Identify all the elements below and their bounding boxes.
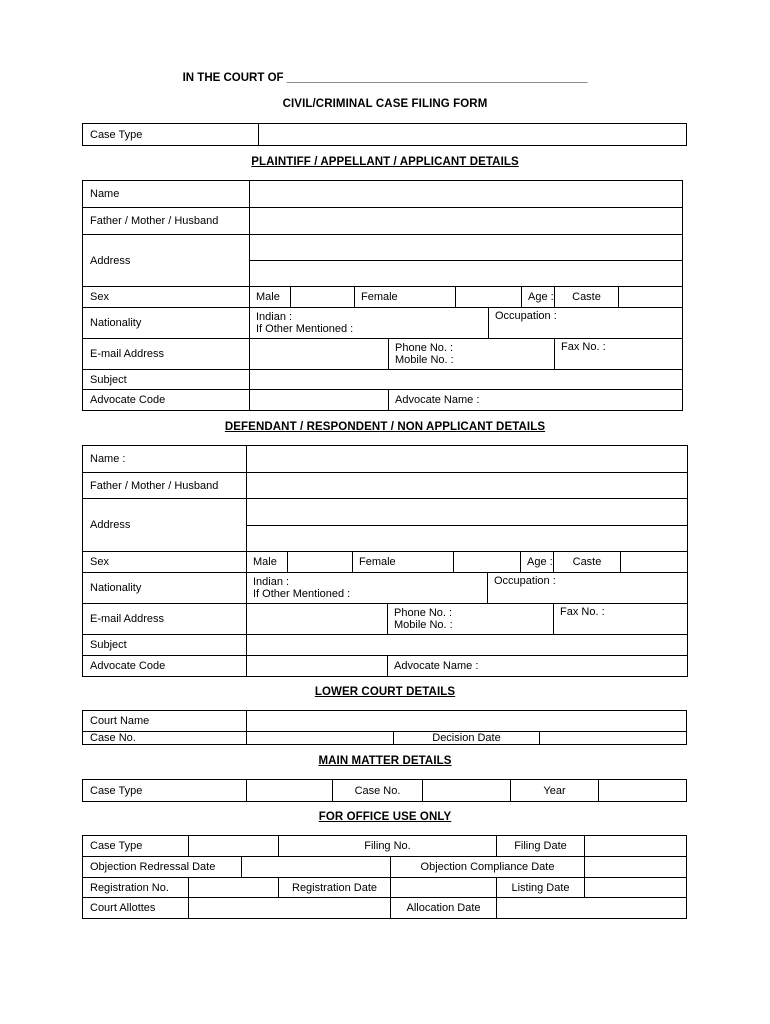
defendant-other-label: If Other Mentioned : bbox=[253, 588, 351, 600]
defendant-phone-field[interactable] bbox=[388, 604, 554, 635]
main-matter-year-field[interactable] bbox=[599, 780, 687, 802]
plaintiff-caste-field[interactable] bbox=[619, 287, 683, 308]
defendant-mobile-label: Mobile No. : bbox=[394, 619, 453, 631]
case-type-field[interactable] bbox=[259, 124, 687, 146]
main-matter-case-no-label: Case No. bbox=[333, 780, 423, 802]
plaintiff-address-label: Address bbox=[83, 235, 250, 287]
office-registration-date-field[interactable] bbox=[391, 878, 497, 898]
lower-court-decision-date-label: Decision Date bbox=[394, 732, 540, 745]
office-case-type-field[interactable] bbox=[189, 836, 279, 857]
plaintiff-indian-label: Indian : bbox=[256, 311, 293, 323]
defendant-caste-field[interactable] bbox=[621, 552, 688, 573]
lower-court-section-title: LOWER COURT DETAILS bbox=[314, 686, 456, 698]
court-name-line bbox=[0, 72, 770, 84]
plaintiff-address-line-1[interactable] bbox=[250, 235, 683, 261]
office-filing-no-field[interactable] bbox=[279, 836, 497, 857]
defendant-name-field[interactable] bbox=[247, 446, 688, 473]
plaintiff-name-field[interactable] bbox=[250, 181, 683, 208]
defendant-relation-field[interactable] bbox=[247, 473, 688, 499]
case-type-table bbox=[82, 123, 687, 146]
defendant-occupation-field[interactable] bbox=[488, 573, 688, 604]
defendant-subject-label: Subject bbox=[83, 635, 247, 656]
defendant-advocate-name-field[interactable] bbox=[388, 656, 688, 677]
defendant-address-line-1[interactable] bbox=[247, 499, 688, 526]
plaintiff-relation-field[interactable] bbox=[250, 208, 683, 235]
plaintiff-age-label[interactable]: Age : bbox=[522, 287, 555, 308]
case-type-label: Case Type bbox=[83, 124, 259, 146]
defendant-female-field[interactable] bbox=[454, 552, 521, 573]
office-registration-no-field[interactable] bbox=[189, 878, 279, 898]
defendant-name-label: Name : bbox=[83, 446, 247, 473]
defendant-indian-label: Indian : bbox=[253, 576, 290, 588]
lower-court-case-no-label: Case No. bbox=[83, 732, 247, 745]
plaintiff-name-label: Name bbox=[83, 181, 250, 208]
plaintiff-phone-label: Phone No. : bbox=[395, 342, 454, 354]
plaintiff-female-field[interactable] bbox=[456, 287, 522, 308]
plaintiff-advocate-code-field[interactable] bbox=[250, 390, 389, 411]
plaintiff-email-field[interactable] bbox=[250, 339, 389, 370]
plaintiff-nationality-label: Nationality bbox=[83, 308, 250, 339]
lower-court-table bbox=[82, 710, 687, 745]
office-allocation-date-label: Allocation Date bbox=[391, 898, 497, 919]
plaintiff-advocate-code-label: Advocate Code bbox=[83, 390, 250, 411]
defendant-advocate-name-label: Advocate Name : bbox=[394, 660, 479, 672]
office-court-allottes-label: Court Allottes bbox=[83, 898, 189, 919]
office-court-allottes-field[interactable] bbox=[189, 898, 391, 919]
lower-court-decision-date-field[interactable] bbox=[540, 732, 687, 745]
plaintiff-mobile-label: Mobile No. : bbox=[395, 354, 454, 366]
plaintiff-male-field[interactable] bbox=[291, 287, 355, 308]
plaintiff-section-title: PLAINTIFF / APPELLANT / APPLICANT DETAILS bbox=[251, 156, 519, 168]
defendant-occupation-label: Occupation : bbox=[494, 575, 556, 587]
main-matter-case-type-field[interactable] bbox=[247, 780, 333, 802]
plaintiff-nationality-field[interactable] bbox=[250, 308, 489, 339]
office-objection-compliance-field[interactable] bbox=[585, 857, 687, 878]
defendant-section-title: DEFENDANT / RESPONDENT / NON APPLICANT DETAILS bbox=[224, 421, 546, 433]
defendant-advocate-code-label: Advocate Code bbox=[83, 656, 247, 677]
office-case-type-label: Case Type bbox=[83, 836, 189, 857]
plaintiff-subject-label: Subject bbox=[83, 370, 250, 390]
office-filing-no-label: Filing No. bbox=[364, 840, 411, 852]
office-listing-date-field[interactable] bbox=[585, 878, 687, 898]
defendant-email-label: E-mail Address bbox=[83, 604, 247, 635]
lower-court-name-field[interactable] bbox=[247, 711, 687, 732]
plaintiff-relation-label: Father / Mother / Husband bbox=[83, 208, 250, 235]
office-section-title: FOR OFFICE USE ONLY bbox=[318, 811, 452, 823]
main-matter-case-no-field[interactable] bbox=[423, 780, 511, 802]
defendant-sex-label: Sex bbox=[83, 552, 247, 573]
plaintiff-advocate-name-label: Advocate Name : bbox=[395, 394, 480, 406]
defendant-fax-label: Fax No. : bbox=[560, 606, 605, 618]
main-matter-section-title: MAIN MATTER DETAILS bbox=[318, 755, 452, 767]
form-title: CIVIL/CRIMINAL CASE FILING FORM bbox=[282, 98, 488, 110]
defendant-phone-label: Phone No. : bbox=[394, 607, 453, 619]
office-registration-no-label: Registration No. bbox=[83, 878, 189, 898]
plaintiff-sex-label: Sex bbox=[83, 287, 250, 308]
defendant-address-label: Address bbox=[83, 499, 247, 552]
defendant-table bbox=[82, 445, 688, 677]
plaintiff-fax-field[interactable] bbox=[555, 339, 683, 370]
office-objection-redressal-label: Objection Redressal Date bbox=[83, 857, 242, 878]
plaintiff-occupation-field[interactable] bbox=[489, 308, 683, 339]
plaintiff-other-label: If Other Mentioned : bbox=[256, 323, 354, 335]
office-filing-date-label: Filing Date bbox=[497, 836, 585, 857]
lower-court-name-label: Court Name bbox=[83, 711, 247, 732]
defendant-address-line-2[interactable] bbox=[247, 526, 688, 552]
defendant-fax-field[interactable] bbox=[554, 604, 688, 635]
court-label: IN THE COURT OF bbox=[182, 72, 284, 84]
office-registration-date-label: Registration Date bbox=[279, 878, 391, 898]
plaintiff-occupation-label: Occupation : bbox=[495, 310, 557, 322]
plaintiff-email-label: E-mail Address bbox=[83, 339, 250, 370]
defendant-caste-label: Caste bbox=[554, 552, 621, 573]
defendant-advocate-code-field[interactable] bbox=[247, 656, 388, 677]
defendant-relation-label: Father / Mother / Husband bbox=[83, 473, 247, 499]
plaintiff-subject-field[interactable] bbox=[250, 370, 683, 390]
office-listing-date-label: Listing Date bbox=[497, 878, 585, 898]
office-objection-compliance-label: Objection Compliance Date bbox=[391, 857, 585, 878]
court-blank[interactable]: _______________________________________________ bbox=[286, 72, 588, 84]
office-filing-date-field[interactable] bbox=[585, 836, 687, 857]
defendant-age-label[interactable]: Age : bbox=[521, 552, 554, 573]
main-matter-table bbox=[82, 779, 687, 802]
defendant-subject-field[interactable] bbox=[247, 635, 688, 656]
office-objection-redressal-field[interactable] bbox=[242, 857, 391, 878]
defendant-nationality-label: Nationality bbox=[83, 573, 247, 604]
plaintiff-advocate-name-field[interactable] bbox=[389, 390, 683, 411]
defendant-email-field[interactable] bbox=[247, 604, 388, 635]
plaintiff-caste-label: Caste bbox=[555, 287, 619, 308]
defendant-nationality-field[interactable] bbox=[247, 573, 488, 604]
office-table bbox=[82, 835, 687, 919]
plaintiff-female-label: Female bbox=[355, 287, 456, 308]
plaintiff-table bbox=[82, 180, 683, 411]
plaintiff-address-line-2[interactable] bbox=[250, 261, 683, 287]
plaintiff-fax-label: Fax No. : bbox=[561, 341, 606, 353]
plaintiff-male-label: Male bbox=[250, 287, 291, 308]
main-matter-case-type-label: Case Type bbox=[83, 780, 247, 802]
lower-court-case-no-field[interactable] bbox=[247, 732, 394, 745]
office-allocation-date-field[interactable] bbox=[497, 898, 687, 919]
defendant-male-field[interactable] bbox=[288, 552, 353, 573]
defendant-female-label: Female bbox=[353, 552, 454, 573]
defendant-male-label: Male bbox=[247, 552, 288, 573]
main-matter-year-label: Year bbox=[511, 780, 599, 802]
plaintiff-phone-field[interactable] bbox=[389, 339, 555, 370]
